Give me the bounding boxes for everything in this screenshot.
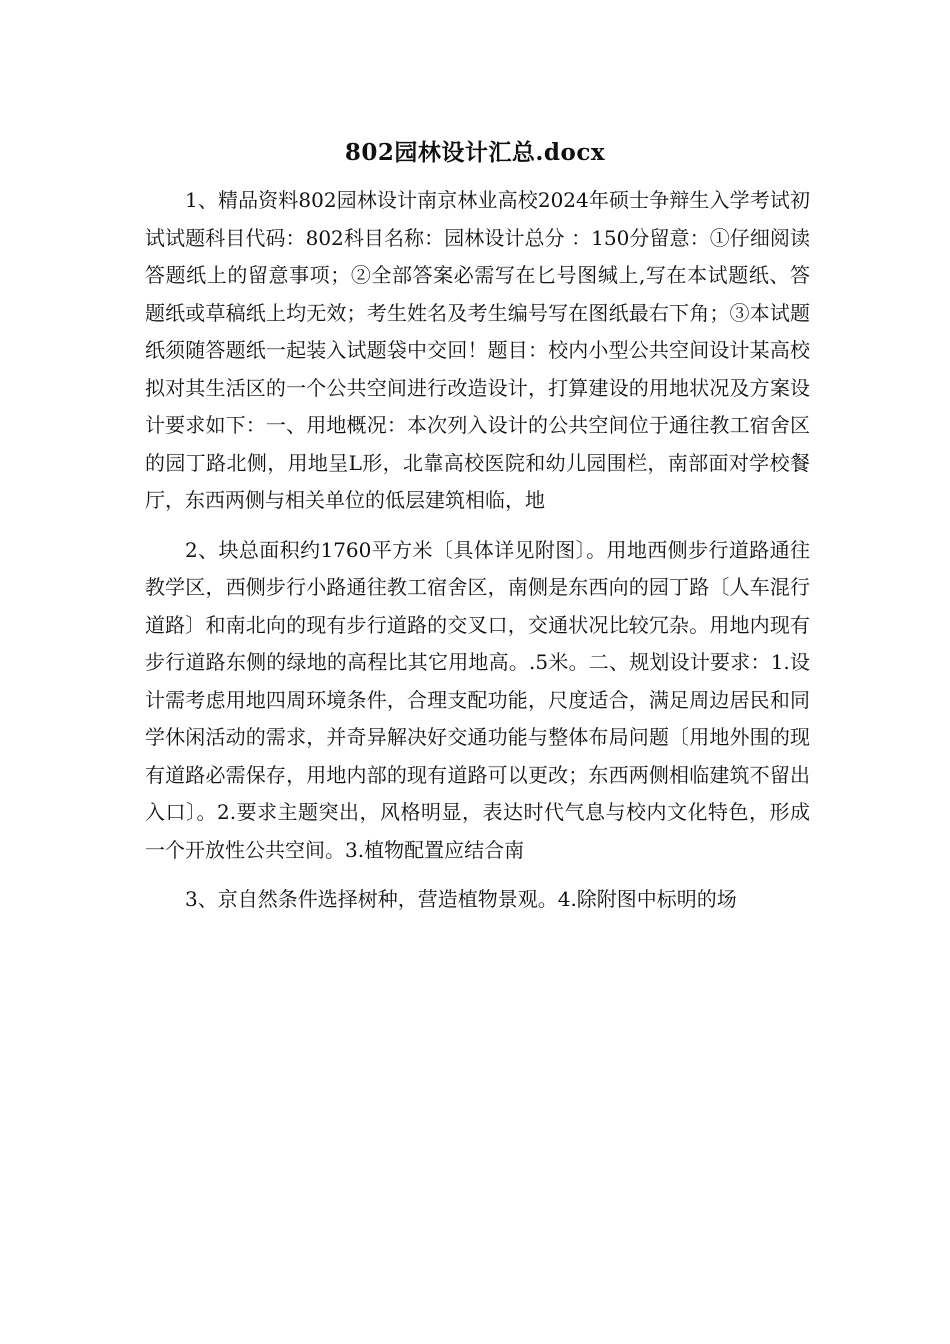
paragraph-2: 2、块总面积约1760平方米〔具体详见附图〕。用地西侧步行道路通往教学区，西侧步行小路通往教工宿舍区，南侧是东西向的园丁路〔人车混行道路〕和南北向的现有步行道路的交叉口，交通状况比较冗杂。用地内现有步行道路东侧的绿地的高程比其它用地高。.5米。二、规划设计要求：1.设计需考虑用地四周环境条件，合理支配功能，尺度适合，满足周边居民和同学休闲活动的需求，并奇异解决好交通功能与整体布局问题〔用地外围的现有道路必需保存，用地内部的现有道路可以更改；东西两侧相临建筑不留出入口〕。2.要求主题突出，风格明显，表达时代气息与校内文化特色，形成一个开放性公共空间。3.植物配置应结合南: [145, 537, 810, 862]
document-body: [145, 182, 810, 931]
paragraph-3: 3、京自然条件选择树种，营造植物景观。4.除附图中标明的场: [185, 887, 737, 911]
paragraph-1: 1、精品资料802园林设计南京林业高校2024年硕士争辩生入学考试初试试题科目代码：802科目名称：园林设计总分 ：150分留意：①仔细阅读答题纸上的留意事项；②全部答案必需写在匕号图缄上,写在本试题纸、答题纸或草稿纸上均无效；考生姓名及考生编号写在图纸最右下角；③本试题纸须随答题纸一起装入试题袋中交回！题目：校内小型公共空间设计某高校拟对其生活区的一个公共空间进行改造设计，打算建设的用地状况及方案设计要求如下：一、用地概况：本次列入设计的公共空间位于通往教工宿舍区的园丁路北侧，用地呈L形，北靠高校医院和幼儿园围栏，南部面对学校餐厅，东西两侧与相关单位的低层建筑相临，地: [145, 188, 810, 512]
document-title: 802园林设计汇总.docx: [344, 139, 606, 166]
